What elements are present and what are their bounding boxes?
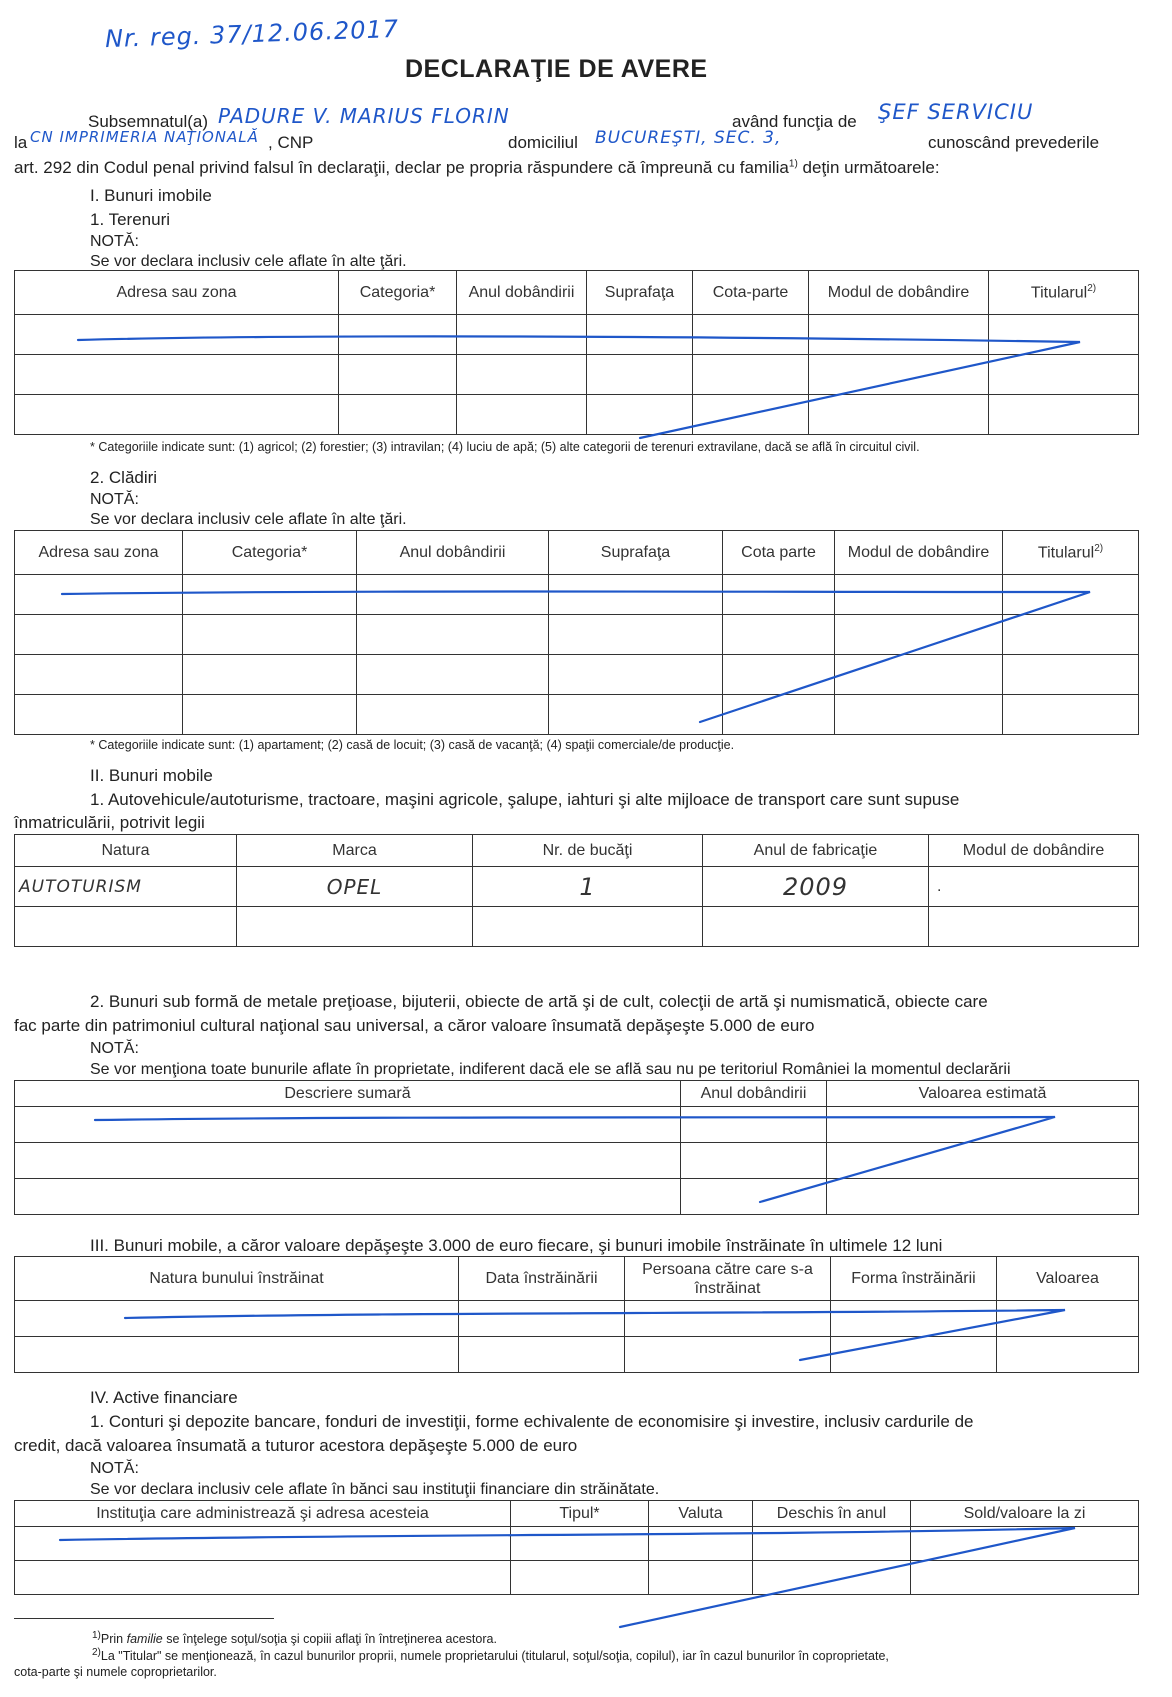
section3-heading: III. Bunuri mobile, a căror valoare depăşeşte 3.000 de euro fiecare, şi bunuri imobile înstrăinate în ultimele 12 luni [90,1236,943,1255]
alienated-col-date: Data înstrăinării [459,1257,625,1301]
buildings-row [15,695,1139,735]
footnote-separator [14,1618,274,1619]
buildings-col-holder: Titularul$^{2)}$ [1003,531,1139,575]
institution-value: CN IMPRIMERIA NAŢIONALĂ [30,128,259,146]
valuables-table [14,1080,1139,1215]
valuables-nota-text: Se vor menţiona toate bunurile aflate în proprietate, indiferent dacă ele se află sau nu pe teritoriul României la momentul declarării [90,1061,1011,1078]
buildings-col-address: Adresa sau zona [15,531,183,575]
land-nota-text: Se vor declara inclusiv cele aflate în alte ţări. [90,253,407,270]
knowing-label: cunoscând prevederile [928,133,1100,152]
accounts-header-row [15,1501,1139,1527]
undersigned-label: Subsemnatul(a) [88,112,209,131]
accounts-col-type: Tipul* [511,1501,649,1527]
section1-heading: I. Bunuri imobile [90,186,212,205]
valuables-nota: NOTĂ: [90,1040,139,1057]
buildings-heading: 2. Clădiri [90,468,158,487]
land-footnote: * Categoriile indicate sunt: (1) agricol; (2) forestier; (3) intravilan; (4) luciu de apă; (5) alte categorii de terenuri extravilane, dacă se află în circuitul civil. [90,440,920,454]
vehicle-count: 1 [473,867,703,907]
statement [14,158,940,178]
undersigned-value: PADURE V. MARIUS FLORIN [218,104,510,128]
land-col-category: Categoria* [339,271,457,315]
land-col-area: Suprafaţa [587,271,693,315]
accounts-intro-2: credit, dacă valoarea însumată a tuturor acestora depăşeşte 5.000 de euro [14,1436,578,1455]
valuables-row [15,1143,1139,1179]
statement-end: deţin următoarele: [802,158,940,177]
vehicles-intro-2: înmatriculării, potrivit legii [14,813,205,832]
buildings-col-year: Anul dobândirii [357,531,549,575]
valuables-intro-1: 2. Bunuri sub formă de metale preţioase, bijuterii, obiecte de artă şi de cult, colecţii de artă şi numismatică, obiecte care [90,992,988,1011]
buildings-nota: NOTĂ: [90,491,139,508]
position-label: având funcţia de [732,112,857,131]
footnote-2: $^{2)}$La "Titular" se menţionează, în cazul bunurilor proprii, numele proprietarului (titularul, soţul/soţia, copilul), iar în cazul bunurilor în coproprietate, [92,1647,889,1664]
accounts-table [14,1500,1139,1595]
registry-note: Nr. reg. 37/12.06.2017 [104,14,400,54]
land-row [15,395,1139,435]
valuables-header-row [15,1081,1139,1107]
footnote-1: $^{1)}$Prin familie se înţelege soţul/soţia şi copiii aflaţi în întreţinerea acestora. [92,1630,497,1647]
buildings-col-area: Suprafaţa [549,531,723,575]
buildings-row [15,615,1139,655]
cnp-label: , CNP [268,133,314,152]
alienated-row [15,1337,1139,1373]
valuables-col-value: Valoarea estimată [827,1081,1139,1107]
vehicles-table [14,834,1139,947]
vehicles-row [15,907,1139,947]
vehicles-col-brand: Marca [237,835,473,867]
vehicles-col-nature: Natura [15,835,237,867]
land-table [14,270,1139,435]
alienated-table [14,1256,1139,1373]
alienated-header-row [15,1257,1139,1301]
buildings-col-category: Categoria* [183,531,357,575]
accounts-nota-text: Se vor declara inclusiv cele aflate în bănci sau instituţii financiare din străinătate. [90,1481,660,1498]
buildings-col-share: Cota parte [723,531,835,575]
accounts-col-balance: Sold/valoare la zi [911,1501,1139,1527]
accounts-row [15,1527,1139,1561]
valuables-intro-2: fac parte din patrimoniul cultural naţional sau universal, a căror valoare însumată depăşeşte 5.000 de euro [14,1016,815,1035]
alienated-col-nature: Natura bunului înstrăinat [15,1257,459,1301]
accounts-col-institution: Instituţia care administrează şi adresa acesteia [15,1501,511,1527]
accounts-row [15,1561,1139,1595]
alienated-col-form: Forma înstrăinării [831,1257,997,1301]
vehicle-year: 2009 [703,867,929,907]
land-col-holder: Titularul$^{2)}$ [989,271,1139,315]
buildings-table [14,530,1139,735]
buildings-row [15,655,1139,695]
footnote-2-cont: cota-parte şi numele coproprietarilor. [14,1665,217,1679]
land-row [15,315,1139,355]
accounts-intro-1: 1. Conturi şi depozite bancare, fonduri de investiţii, forme echivalente de economisire şi investire, inclusiv cardurile de [90,1412,974,1431]
land-col-share: Cota-parte [693,271,809,315]
vehicles-intro-1: 1. Autovehicule/autoturisme, tractoare, maşini agricole, şalupe, iahturi şi alte mijloace de transport care sunt supuse [90,790,960,809]
valuables-row [15,1179,1139,1215]
vehicles-col-count: Nr. de bucăţi [473,835,703,867]
domicile-value: BUCUREŞTI, SEC. 3, [595,128,782,148]
buildings-header-row [15,531,1139,575]
valuables-col-description: Descriere sumară [15,1081,681,1107]
vehicle-nature: AUTOTURISM [15,867,237,907]
statement-sup: 1) [788,158,798,170]
vehicles-col-year: Anul de fabricaţie [703,835,929,867]
vehicle-brand: OPEL [237,867,473,907]
land-col-mode: Modul de dobândire [809,271,989,315]
position-value: ŞEF SERVICIU [878,100,1034,124]
domicile-label: domiciliul [508,133,578,152]
land-col-address: Adresa sau zona [15,271,339,315]
land-col-year: Anul dobândirii [457,271,587,315]
buildings-col-mode: Modul de dobândire [835,531,1003,575]
section4-heading: IV. Active financiare [90,1388,238,1407]
valuables-row [15,1107,1139,1143]
la-label: la [14,133,28,152]
land-nota: NOTĂ: [90,233,139,250]
buildings-nota-text: Se vor declara inclusiv cele aflate în alte ţări. [90,511,407,528]
buildings-footnote: * Categoriile indicate sunt: (1) apartament; (2) casă de locuit; (3) casă de vacanţă; (4) spaţii comerciale/de producţie. [90,738,735,752]
land-row [15,355,1139,395]
accounts-col-currency: Valuta [649,1501,753,1527]
land-heading: 1. Terenuri [90,210,171,229]
page-title: DECLARAŢIE DE AVERE [405,55,708,83]
vehicles-row [15,867,1139,907]
vehicle-mode: . [929,867,1139,907]
vehicles-col-mode: Modul de dobândire [929,835,1139,867]
land-header-row [15,271,1139,315]
section2-heading: II. Bunuri mobile [90,766,213,785]
statement-text: art. 292 din Codul penal privind falsul în declaraţii, declar pe propria răspundere că împreună cu familia [14,158,789,177]
valuables-col-year: Anul dobândirii [681,1081,827,1107]
vehicles-header-row [15,835,1139,867]
accounts-col-opened: Deschis în anul [753,1501,911,1527]
alienated-row [15,1301,1139,1337]
accounts-nota: NOTĂ: [90,1460,139,1477]
buildings-row [15,575,1139,615]
alienated-col-value: Valoarea [997,1257,1139,1301]
alienated-col-person: Persoana către care s-a înstrăinat [625,1257,831,1301]
